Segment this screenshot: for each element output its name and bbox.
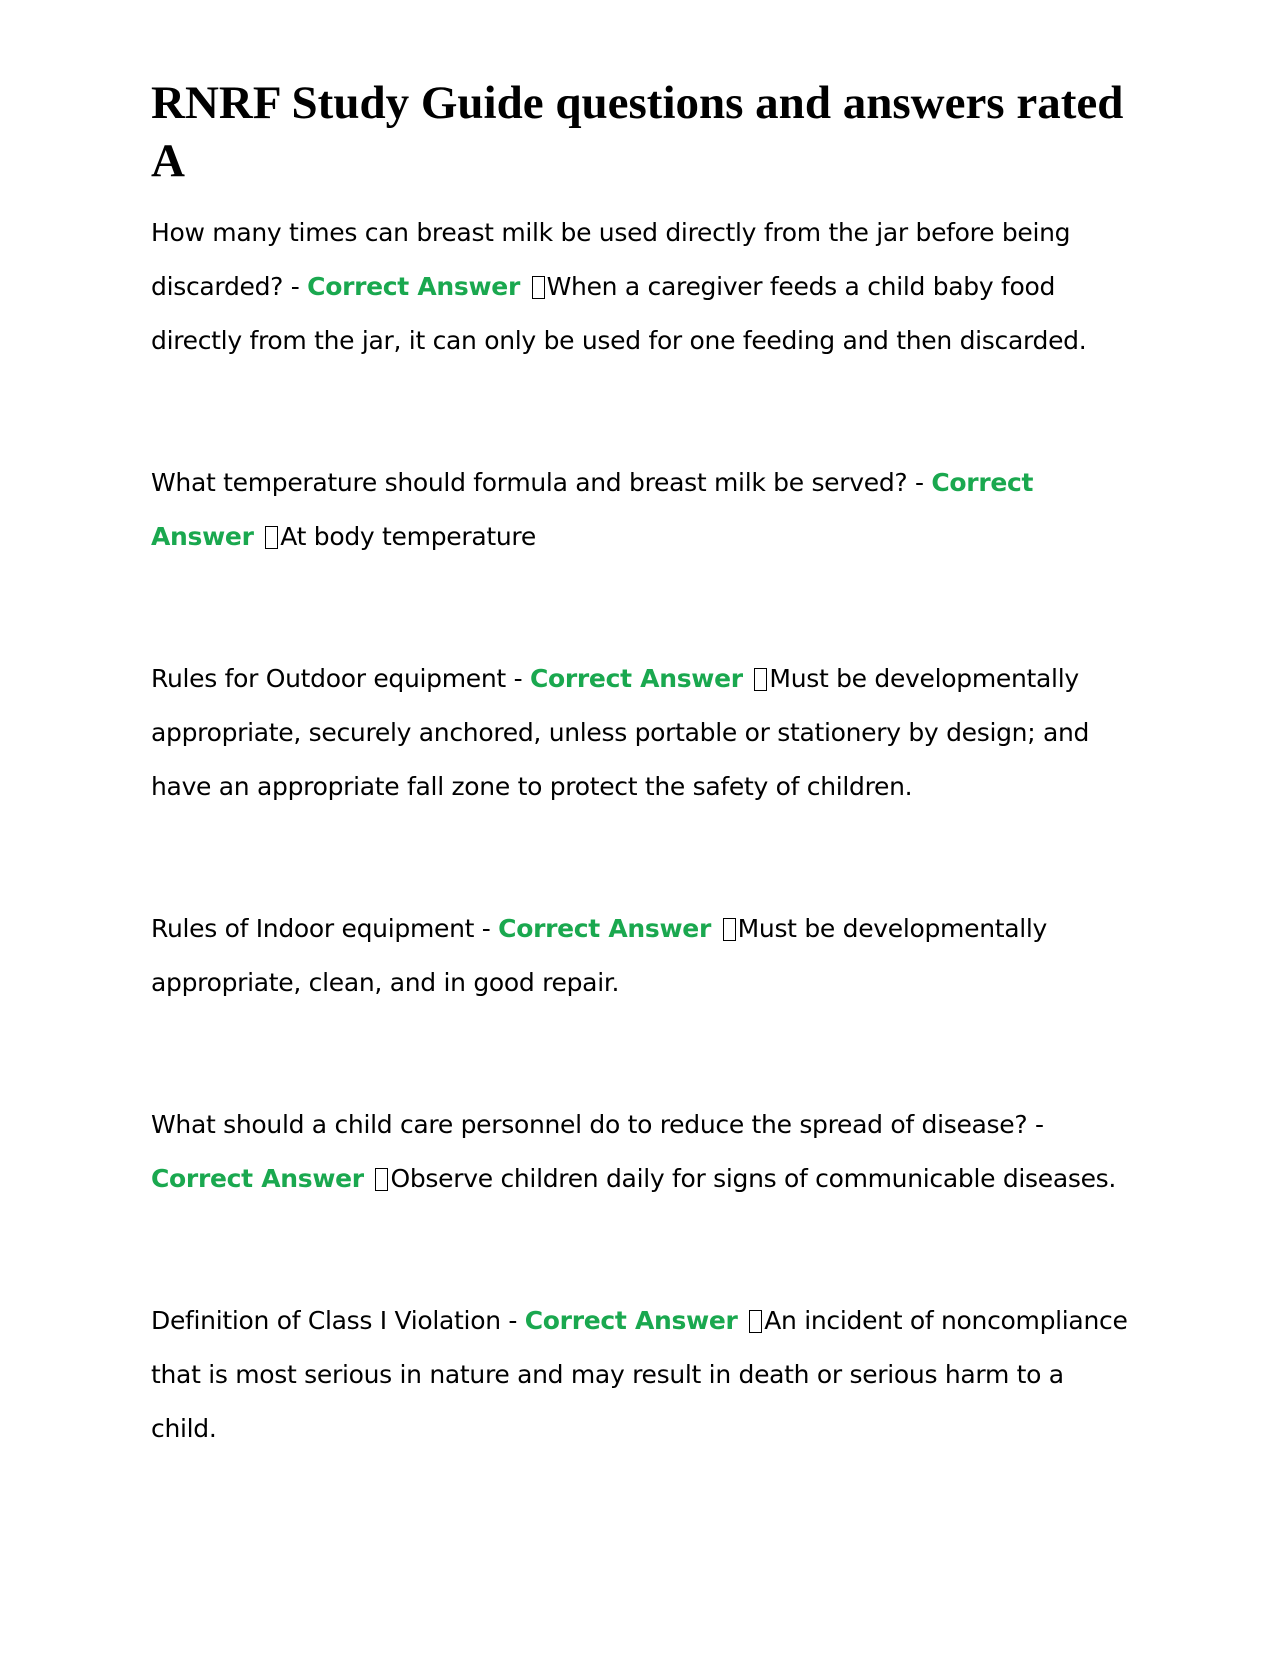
answer-text: An incident of noncompliance that is most serious in nature and may result in death or serious harm to a child. xyxy=(151,1306,1128,1443)
missing-glyph-icon xyxy=(532,276,545,299)
separator: - xyxy=(907,468,932,497)
qa-item xyxy=(151,1294,1131,1456)
qa-item xyxy=(151,652,1131,814)
separator: - xyxy=(474,914,499,943)
answer-text: Must be developmentally appropriate, securely anchored, unless portable or stationery by design; and have an appropriate fall zone to protect the safety of children. xyxy=(151,664,1090,801)
question-text: What temperature should formula and breast milk be served? xyxy=(151,468,908,497)
missing-glyph-icon xyxy=(749,1310,762,1333)
document-page xyxy=(151,74,1131,1544)
separator: - xyxy=(500,1306,525,1335)
correct-answer-label: Correct Answer xyxy=(524,1306,738,1335)
missing-glyph-icon xyxy=(723,918,736,941)
question-text: Definition of Class I Violation xyxy=(151,1306,501,1335)
missing-glyph-icon xyxy=(754,668,767,691)
answer-text: Must be developmentally appropriate, clean, and in good repair. xyxy=(151,914,1048,997)
missing-glyph-icon xyxy=(375,1168,388,1191)
correct-answer-label: Correct Answer xyxy=(151,468,1034,551)
document-title: RNRF Study Guide questions and answers rated A xyxy=(151,77,1124,187)
missing-glyph-icon xyxy=(265,526,278,549)
answer-text: Observe children daily for signs of communicable diseases. xyxy=(390,1164,1117,1193)
qa-item xyxy=(151,902,1131,1010)
correct-answer-label: Correct Answer xyxy=(151,1164,364,1193)
separator: - xyxy=(283,272,308,301)
qa-item xyxy=(151,206,1131,368)
question-text: How many times can breast milk be used directly from the jar before being discarded? xyxy=(151,218,1071,301)
question-text: Rules for Outdoor equipment xyxy=(151,664,506,693)
qa-item xyxy=(151,456,1131,564)
correct-answer-label: Correct Answer xyxy=(529,664,743,693)
separator: - xyxy=(1027,1110,1044,1139)
answer-text: When a caregiver feeds a child baby food directly from the jar, it can only be used for one feeding and then discarded. xyxy=(151,272,1087,355)
separator: - xyxy=(505,664,530,693)
correct-answer-label: Correct Answer xyxy=(307,272,520,301)
correct-answer-label: Correct Answer xyxy=(498,914,711,943)
qa-item xyxy=(151,1098,1131,1206)
answer-text: At body temperature xyxy=(280,522,536,551)
question-text: What should a child care personnel do to reduce the spread of disease? xyxy=(151,1110,1028,1139)
question-text: Rules of Indoor equipment xyxy=(151,914,475,943)
